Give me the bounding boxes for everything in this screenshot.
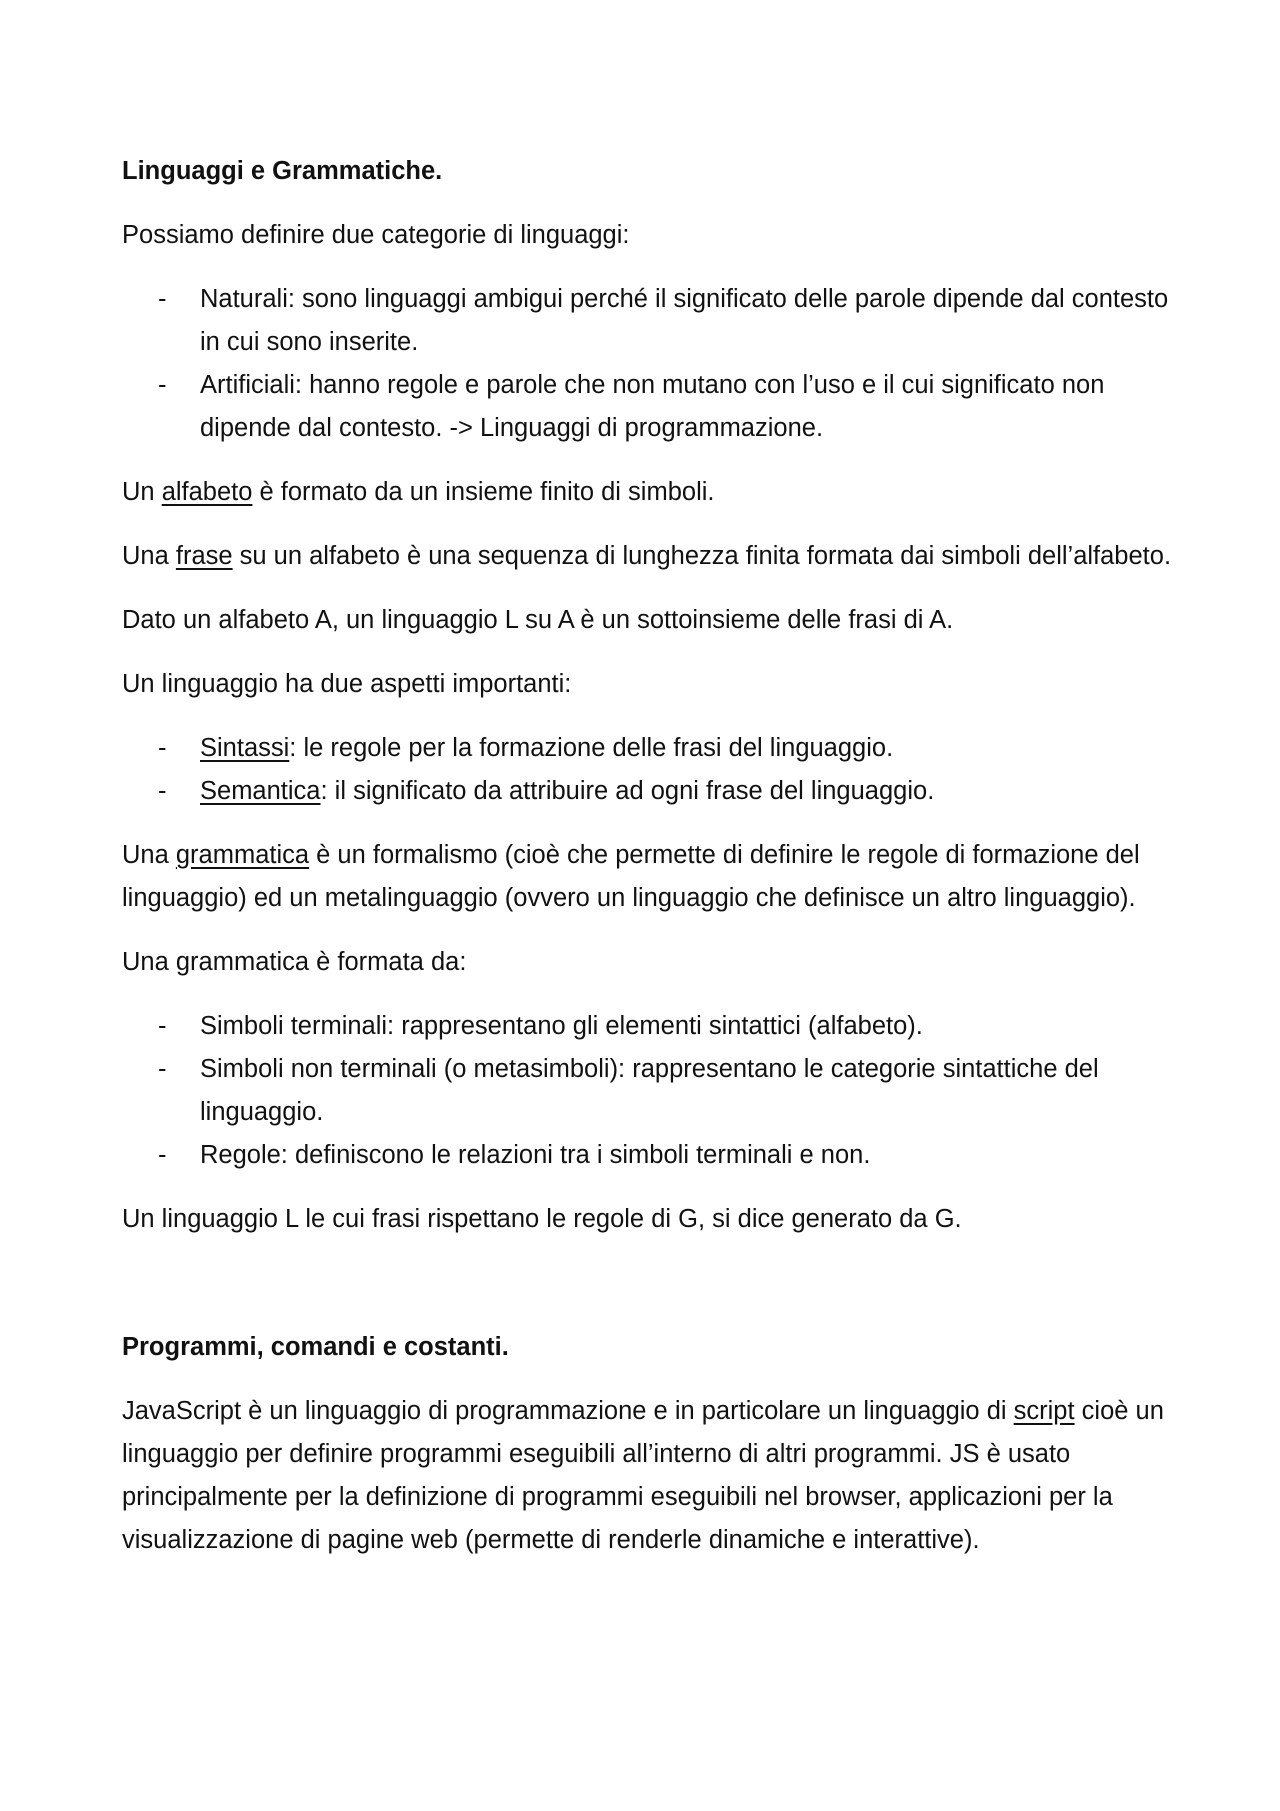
generato-definition: Un linguaggio L le cui frasi rispettano le regole di G, si dice generato da G. bbox=[122, 1205, 962, 1233]
text-fragment: su un alfabeto è una sequenza di lunghezza finita formata dai simboli dell’alfabeto. bbox=[232, 542, 1172, 570]
aspetto-text: : le regole per la formazione delle frasi del linguaggio. bbox=[289, 734, 894, 762]
text-fragment: Una bbox=[122, 841, 176, 869]
alfabeto-definition bbox=[122, 471, 1182, 514]
categories-list bbox=[122, 278, 1182, 450]
list-item bbox=[122, 1134, 1182, 1177]
grammatica-parts-list bbox=[122, 1005, 1182, 1177]
linguaggio-definition: Dato un alfabeto A, un linguaggio L su A è un sottoinsieme delle frasi di A. bbox=[122, 606, 954, 634]
list-dash: - bbox=[158, 734, 167, 762]
list-item bbox=[122, 727, 1182, 770]
text-fragment: Una bbox=[122, 542, 176, 570]
text-fragment: è formato da un insieme finito di simboli. bbox=[252, 478, 715, 506]
list-item bbox=[122, 364, 1182, 450]
part-simboli-non-terminali: Simboli non terminali (o metasimboli): rappresentano le categorie sintattiche del linguaggio. bbox=[200, 1055, 1099, 1126]
javascript-paragraph bbox=[122, 1390, 1182, 1562]
categories-intro: Possiamo definire due categorie di linguaggi: bbox=[122, 221, 630, 249]
part-regole: Regole: definiscono le relazioni tra i simboli terminali e non. bbox=[200, 1141, 871, 1169]
list-dash: - bbox=[158, 777, 167, 805]
list-item bbox=[122, 1048, 1182, 1134]
aspetto-text: : il significato da attribuire ad ogni frase del linguaggio. bbox=[320, 777, 935, 805]
list-item bbox=[122, 1005, 1182, 1048]
text-fragment: è un formalismo (cioè che permette di definire le regole di formazione del linguaggio) ed un metalinguaggio (ovvero un linguaggio che definisce un altro linguaggio). bbox=[122, 841, 1140, 912]
section-title-linguaggi: Linguaggi e Grammatiche. bbox=[122, 157, 443, 185]
term-semantica: Semantica bbox=[200, 777, 321, 805]
section-title-programmi: Programmi, comandi e costanti. bbox=[122, 1333, 509, 1361]
term-script: script bbox=[1013, 1397, 1075, 1425]
list-dash: - bbox=[158, 1141, 167, 1169]
term-sintassi: Sintassi bbox=[200, 734, 290, 762]
text-fragment: cioè un linguaggio per definire programmi eseguibili all’interno di altri programmi. JS è usato principalmente per la definizione di programmi eseguibili nel browser, applicazioni per la visualizzazione di pagine web (permette di renderle dinamiche e interattive). bbox=[122, 1397, 1164, 1554]
grammatica-definition bbox=[122, 834, 1182, 920]
list-dash: - bbox=[158, 285, 167, 313]
category-naturali: Naturali: sono linguaggi ambigui perché il significato delle parole dipende dal contesto in cui sono inserite. bbox=[200, 285, 1169, 356]
document-page bbox=[122, 150, 1182, 1583]
list-dash: - bbox=[158, 1055, 167, 1083]
category-artificiali: Artificiali: hanno regole e parole che non mutano con l’uso e il cui significato non dipende dal contesto. -> Linguaggi di programmazione. bbox=[200, 371, 1105, 442]
section-spacer bbox=[122, 1262, 1182, 1326]
aspetti-list bbox=[122, 727, 1182, 813]
frase-definition bbox=[122, 535, 1182, 578]
list-item bbox=[122, 278, 1182, 364]
list-dash: - bbox=[158, 1012, 167, 1040]
text-fragment: Un bbox=[122, 478, 162, 506]
term-alfabeto: alfabeto bbox=[161, 478, 253, 506]
aspetti-intro: Un linguaggio ha due aspetti importanti: bbox=[122, 670, 572, 698]
text-fragment: JavaScript è un linguaggio di programmazione e in particolare un linguaggio di bbox=[122, 1397, 1014, 1425]
list-dash: - bbox=[158, 371, 167, 399]
grammatica-intro: Una grammatica è formata da: bbox=[122, 948, 467, 976]
list-item bbox=[122, 770, 1182, 813]
term-frase: frase bbox=[175, 542, 233, 570]
term-grammatica: grammatica bbox=[175, 841, 310, 869]
part-simboli-terminali: Simboli terminali: rappresentano gli elementi sintattici (alfabeto). bbox=[200, 1012, 923, 1040]
